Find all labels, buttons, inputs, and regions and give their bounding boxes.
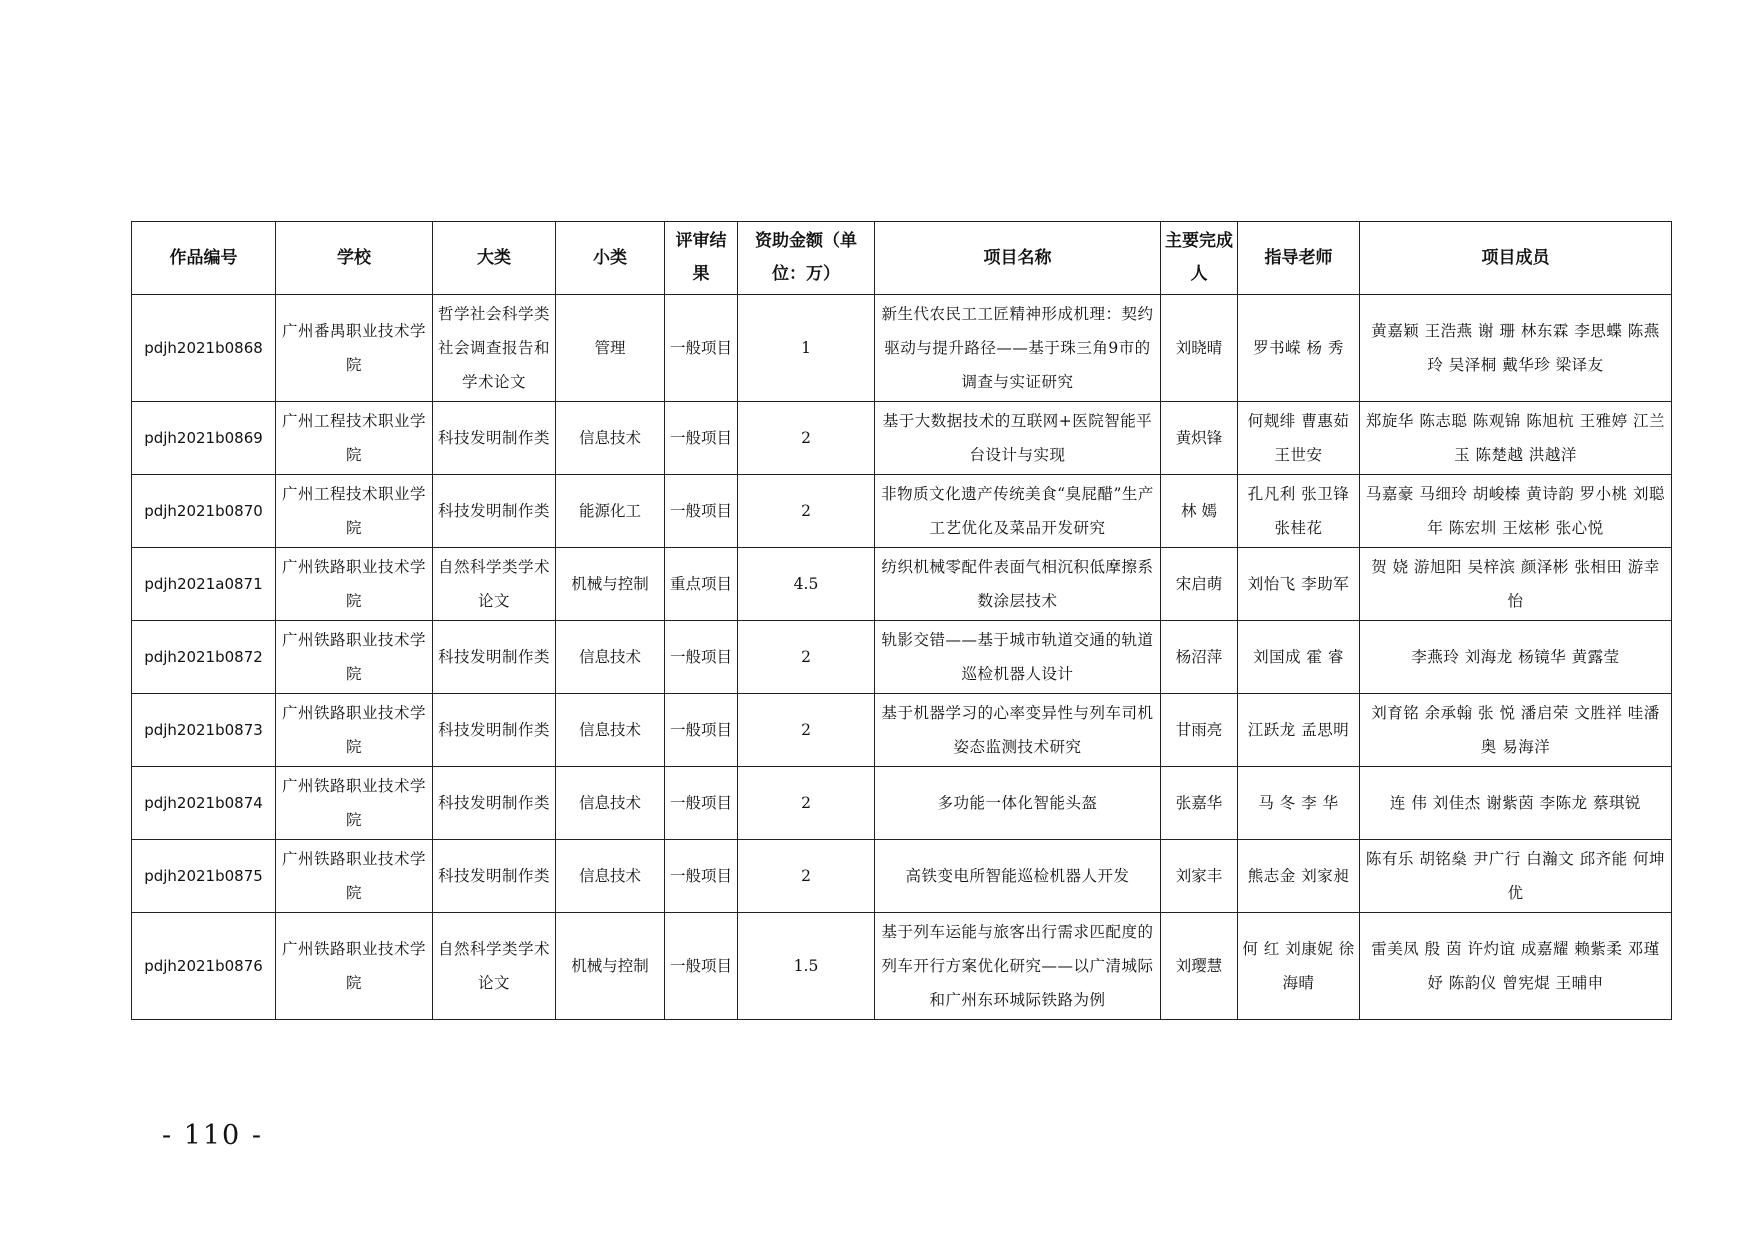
cell-funding: 2 [738,694,875,767]
cell-lead: 黄炽锋 [1161,402,1238,475]
cell-lead: 刘璎慧 [1161,913,1238,1020]
cell-school: 广州铁路职业技术学院 [276,840,433,913]
table-row [132,694,1672,767]
cell-title: 基于大数据技术的互联网+医院智能平台设计与实现 [875,402,1161,475]
cell-advisor: 刘国成 霍 睿 [1238,621,1360,694]
cell-result: 一般项目 [665,913,738,1020]
cell-members: 郑旋华 陈志聪 陈观锦 陈旭杭 王雅婷 江兰玉 陈楚越 洪越洋 [1360,402,1672,475]
cell-category: 自然科学类学术论文 [433,913,556,1020]
table-row [132,913,1672,1020]
page-number: - 110 - [162,1120,263,1151]
cell-subcategory: 信息技术 [556,694,665,767]
cell-subcategory: 信息技术 [556,840,665,913]
cell-result: 一般项目 [665,767,738,840]
header-subcategory: 小类 [556,222,665,295]
cell-code: pdjh2021b0873 [132,694,276,767]
cell-category: 科技发明制作类 [433,621,556,694]
cell-category: 自然科学类学术论文 [433,548,556,621]
cell-advisor: 何 红 刘康妮 徐海晴 [1238,913,1360,1020]
cell-school: 广州铁路职业技术学院 [276,694,433,767]
cell-members: 陈有乐 胡铭燊 尹广行 白瀚文 邱齐能 何坤优 [1360,840,1672,913]
cell-school: 广州工程技术职业学院 [276,475,433,548]
cell-category: 科技发明制作类 [433,475,556,548]
table-row [132,475,1672,548]
cell-school: 广州铁路职业技术学院 [276,548,433,621]
cell-code: pdjh2021a0871 [132,548,276,621]
table-row [132,621,1672,694]
cell-code: pdjh2021b0869 [132,402,276,475]
cell-members: 马嘉豪 马细玲 胡峻榛 黄诗韵 罗小桃 刘聪年 陈宏圳 王炫彬 张心悦 [1360,475,1672,548]
cell-school: 广州工程技术职业学院 [276,402,433,475]
cell-funding: 2 [738,840,875,913]
cell-lead: 杨沼萍 [1161,621,1238,694]
cell-advisor: 熊志金 刘家昶 [1238,840,1360,913]
table-row [132,402,1672,475]
cell-code: pdjh2021b0875 [132,840,276,913]
cell-members: 连 伟 刘佳杰 谢紫茵 李陈龙 蔡琪锐 [1360,767,1672,840]
cell-result: 一般项目 [665,621,738,694]
table-row [132,767,1672,840]
cell-code: pdjh2021b0868 [132,295,276,402]
cell-advisor: 孔凡利 张卫锋 张桂花 [1238,475,1360,548]
cell-title: 非物质文化遗产传统美食“臭屁醋”生产工艺优化及菜品开发研究 [875,475,1161,548]
cell-code: pdjh2021b0872 [132,621,276,694]
cell-members: 黄嘉颖 王浩燕 谢 珊 林东霖 李思蝶 陈燕玲 吴泽桐 戴华珍 梁译友 [1360,295,1672,402]
cell-result: 重点项目 [665,548,738,621]
cell-school: 广州番禺职业技术学院 [276,295,433,402]
cell-members: 贺 娆 游旭阳 吴梓滨 颜泽彬 张相田 游幸怡 [1360,548,1672,621]
cell-result: 一般项目 [665,475,738,548]
cell-subcategory: 信息技术 [556,402,665,475]
cell-funding: 1.5 [738,913,875,1020]
cell-advisor: 罗书嵘 杨 秀 [1238,295,1360,402]
cell-subcategory: 信息技术 [556,767,665,840]
header-funding: 资助金额（单位：万） [738,222,875,295]
cell-lead: 张嘉华 [1161,767,1238,840]
cell-subcategory: 机械与控制 [556,548,665,621]
cell-lead: 甘雨亮 [1161,694,1238,767]
cell-lead: 刘晓晴 [1161,295,1238,402]
cell-code: pdjh2021b0870 [132,475,276,548]
cell-advisor: 何觌绯 曹惠茹 王世安 [1238,402,1360,475]
cell-title: 基于机器学习的心率变异性与列车司机姿态监测技术研究 [875,694,1161,767]
project-table [131,221,1672,1020]
cell-code: pdjh2021b0874 [132,767,276,840]
cell-category: 哲学社会科学类社会调查报告和学术论文 [433,295,556,402]
cell-lead: 宋启萌 [1161,548,1238,621]
cell-school: 广州铁路职业技术学院 [276,767,433,840]
cell-advisor: 马 冬 李 华 [1238,767,1360,840]
cell-title: 基于列车运能与旅客出行需求匹配度的列车开行方案优化研究——以广清城际和广州东环城际铁路为例 [875,913,1161,1020]
header-lead: 主要完成人 [1161,222,1238,295]
table-row [132,295,1672,402]
cell-title: 多功能一体化智能头盔 [875,767,1161,840]
cell-subcategory: 机械与控制 [556,913,665,1020]
cell-category: 科技发明制作类 [433,402,556,475]
cell-members: 李燕玲 刘海龙 杨镜华 黄露莹 [1360,621,1672,694]
cell-advisor: 刘怡飞 李助军 [1238,548,1360,621]
cell-funding: 2 [738,475,875,548]
cell-members: 刘育铭 余承翰 张 悦 潘启荣 文胜祥 哇潘奥 易海洋 [1360,694,1672,767]
header-school: 学校 [276,222,433,295]
cell-title: 高铁变电所智能巡检机器人开发 [875,840,1161,913]
cell-subcategory: 信息技术 [556,621,665,694]
header-members: 项目成员 [1360,222,1672,295]
cell-subcategory: 能源化工 [556,475,665,548]
header-title: 项目名称 [875,222,1161,295]
header-advisor: 指导老师 [1238,222,1360,295]
cell-code: pdjh2021b0876 [132,913,276,1020]
cell-title: 轨影交错——基于城市轨道交通的轨道巡检机器人设计 [875,621,1161,694]
table-row [132,548,1672,621]
cell-subcategory: 管理 [556,295,665,402]
cell-title: 纺织机械零配件表面气相沉积低摩擦系数涂层技术 [875,548,1161,621]
cell-category: 科技发明制作类 [433,840,556,913]
cell-result: 一般项目 [665,694,738,767]
cell-funding: 4.5 [738,548,875,621]
cell-result: 一般项目 [665,402,738,475]
header-code: 作品编号 [132,222,276,295]
cell-funding: 2 [738,402,875,475]
table-row [132,840,1672,913]
cell-category: 科技发明制作类 [433,767,556,840]
cell-funding: 1 [738,295,875,402]
header-result: 评审结果 [665,222,738,295]
cell-category: 科技发明制作类 [433,694,556,767]
cell-lead: 刘家丰 [1161,840,1238,913]
cell-advisor: 江跃龙 孟思明 [1238,694,1360,767]
cell-funding: 2 [738,621,875,694]
table-header-row [132,222,1672,295]
cell-school: 广州铁路职业技术学院 [276,913,433,1020]
cell-school: 广州铁路职业技术学院 [276,621,433,694]
cell-result: 一般项目 [665,840,738,913]
cell-lead: 林 嫣 [1161,475,1238,548]
cell-result: 一般项目 [665,295,738,402]
header-category: 大类 [433,222,556,295]
cell-funding: 2 [738,767,875,840]
cell-title: 新生代农民工工匠精神形成机理：契约驱动与提升路径——基于珠三角9市的调查与实证研究 [875,295,1161,402]
cell-members: 雷美凤 殷 茵 许灼谊 成嘉耀 赖紫柔 邓瑾妤 陈韵仪 曾宪焜 王晡申 [1360,913,1672,1020]
